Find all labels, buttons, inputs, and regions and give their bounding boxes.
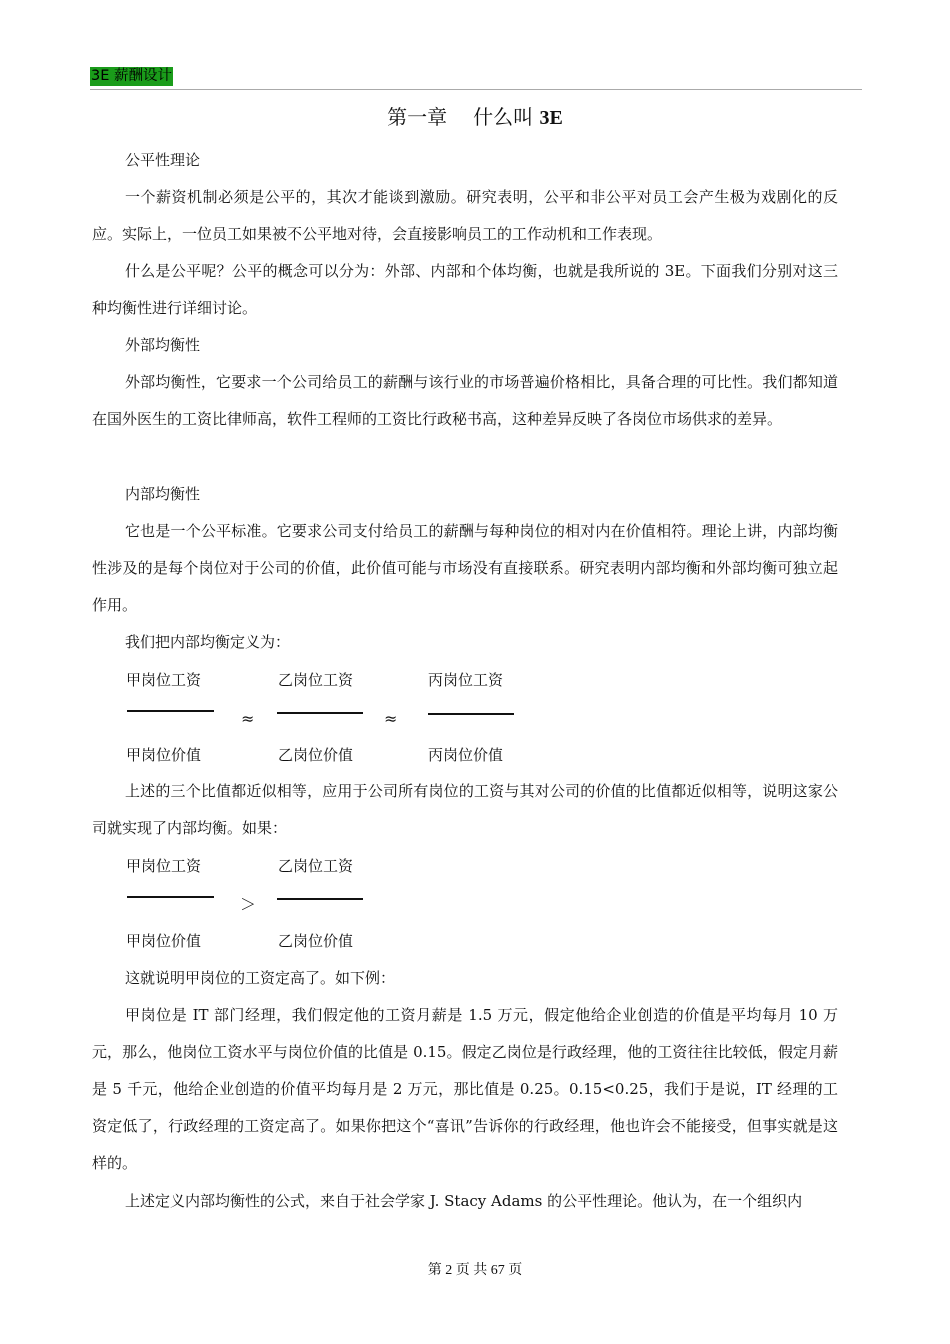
numerator-b: 乙岗位工资 [278, 857, 354, 875]
fraction-bar [127, 710, 214, 712]
denominator-a: 甲岗位价值 [126, 932, 202, 950]
chapter-number: 第一章 [387, 105, 448, 129]
paragraph: 这就说明甲岗位的工资定高了。如下例： [125, 969, 396, 987]
paragraph: 上述定义内部均衡性的公式，来自于社会学家 J. Stacy Adams 的公平性理论。他认为，在一个组织内 [125, 1192, 803, 1210]
greater-than-operator: ＞ [240, 895, 257, 914]
chapter-title [0, 102, 950, 133]
paragraph: 它也是一个公平标准。它要求公司支付给员工的薪酬与每种岗位的相对内在价值相符。理论上讲，内部均衡性涉及的是每个岗位对于公司的价值，此价值可能与市场没有直接联系。研究表明内部均衡和外部均衡可独立起作用。 [92, 522, 838, 614]
fraction-bar [277, 712, 363, 714]
section-heading-fairness: 公平性理论 [125, 151, 201, 169]
section-heading-external: 外部均衡性 [125, 336, 201, 354]
paragraph: 外部均衡性，它要求一个公司给员工的薪酬与该行业的市场普遍价格相比，具备合理的可比性。我们都知道在国外医生的工资比律师高，软件工程师的工资比行政秘书高，这种差异反映了各岗位市场供求的差异。 [92, 373, 838, 428]
chapter-name: 什么叫 [473, 105, 534, 129]
paragraph: 我们把内部均衡定义为： [125, 633, 291, 651]
paragraph: 上述的三个比值都近似相等，应用于公司所有岗位的工资与其对公司的价值的比值都近似相等，说明这家公司就实现了内部均衡。如果： [92, 782, 838, 837]
fraction-bar [127, 896, 214, 898]
section-heading-internal: 内部均衡性 [125, 485, 201, 503]
approx-operator: ≈ [241, 709, 255, 728]
approx-operator: ≈ [384, 709, 398, 728]
fraction-bar [428, 713, 514, 715]
chapter-name-bold: 3E [539, 107, 563, 129]
denominator-b: 乙岗位价值 [278, 746, 354, 764]
paragraph: 什么是公平呢？公平的概念可以分为：外部、内部和个体均衡，也就是我所说的 3E。下面我们分别对这三种均衡性进行详细讨论。 [92, 262, 838, 317]
numerator-a: 甲岗位工资 [126, 671, 202, 689]
paragraph: 一个薪资机制必须是公平的，其次才能谈到激励。研究表明，公平和非公平对员工会产生极为戏剧化的反应。实际上，一位员工如果被不公平地对待，会直接影响员工的工作动机和工作表现。 [92, 188, 838, 243]
page-footer: 第 2 页 共 67 页 [427, 1263, 523, 1278]
paragraph: 甲岗位是 IT 部门经理，我们假定他的工资月薪是 1.5 万元，假定他给企业创造的价值是平均每月 10 万元，那么，他岗位工资水平与岗位价值的比值是 0.15。假定乙岗位是行政经理，他的工资往往比较低，假定月薪是 5 千元，他给企业创造的价值平均每月是 2 万元，那比值是 0.25。0.15<0.25，我们于是说，IT 经理的工资定低了，行政经理的工资定高了。如果你把这个“喜讯”告诉你的行政经理，他也许会不能接受，但事实就是这样的。 [92, 1006, 838, 1172]
denominator-a: 甲岗位价值 [126, 746, 202, 764]
denominator-b: 乙岗位价值 [278, 932, 354, 950]
header-tag: 3E 薪酬设计 [91, 68, 172, 84]
numerator-b: 乙岗位工资 [278, 671, 354, 689]
numerator-c: 丙岗位工资 [428, 671, 504, 689]
header-divider [90, 89, 862, 90]
denominator-c: 丙岗位价值 [428, 746, 504, 764]
fraction-bar [277, 898, 363, 900]
numerator-a: 甲岗位工资 [126, 857, 202, 875]
